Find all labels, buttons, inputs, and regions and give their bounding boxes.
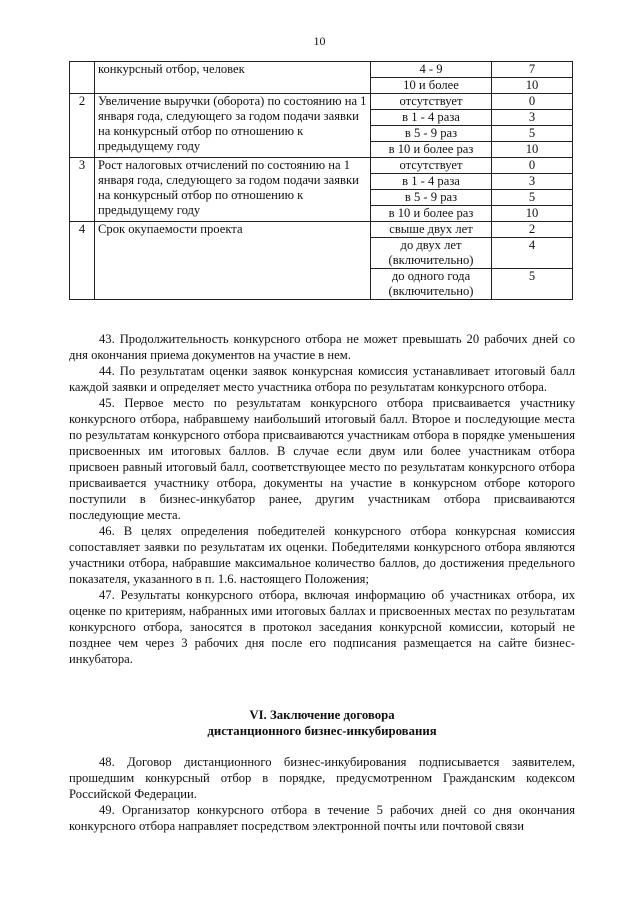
criterion-value: в 5 - 9 раз <box>371 126 492 142</box>
criterion-value: в 10 и более раз <box>371 206 492 222</box>
criterion-value: до одного года (включительно) <box>371 269 492 300</box>
criterion-points: 2 <box>492 222 573 238</box>
section-title-line2: дистанционного бизнес-инкубирования <box>207 724 437 738</box>
criterion-points: 0 <box>492 158 573 174</box>
section-heading <box>69 707 575 739</box>
paragraph-44: 44. По результатам оценки заявок конкурсная комиссия устанавливает итоговый балл каждой заявки и определяет место участника отбора по результатам конкурсного отбора. <box>69 364 575 394</box>
criterion-name: Рост налоговых отчислений по состоянию на 1 января года, следующего за годом подачи заявки на конкурсный отбор по отношению к предыдущему году <box>95 158 371 222</box>
criterion-points: 10 <box>492 78 573 94</box>
criterion-points: 0 <box>492 94 573 110</box>
criterion-value: в 5 - 9 раз <box>371 190 492 206</box>
table-row <box>70 222 573 238</box>
row-number: 2 <box>70 94 95 158</box>
criteria-table <box>69 61 573 300</box>
criterion-value: в 10 и более раз <box>371 142 492 158</box>
criterion-value: отсутствует <box>371 158 492 174</box>
paragraph-48: 48. Договор дистанционного бизнес-инкубирования подписывается заявителем, прошедшим конкурсный отбор в порядке, предусмотренном Гражданским кодексом Российской Федерации. <box>69 755 575 801</box>
paragraph-47: 47. Результаты конкурсного отбора, включая информацию об участниках отбора, их оценке по критериям, набранных ими итоговых баллах и присвоенных местах по результатам конкурсного отбора, заносятся в протокол заседания конкурсной комиссии, который не позднее чем через 3 рабочих дня после его подписания размещается на сайте бизнес-инкубатора. <box>69 588 575 666</box>
criterion-value: 10 и более <box>371 78 492 94</box>
section-body-text <box>69 754 575 834</box>
criterion-name: Срок окупаемости проекта <box>95 222 371 300</box>
paragraph-45: 45. Первое место по результатам конкурсного отбора присваивается участнику конкурсного отбора, набравшему наибольший итоговый балл. Второе и последующие места по результатам конкурсного отбора присваиваются участникам отбора в порядке уменьшения присвоенных им итоговых баллов. В случае если двум или более участникам отбора присвоен равный итоговый балл, соответствующее место по результатам конкурсного отбора присваивается участнику отбора, документы на участие в конкурсном отборе которого поступили в бизнес-инкубатор ранее, другим участникам отбора присваиваются последующие места. <box>69 396 575 522</box>
criterion-points: 3 <box>492 174 573 190</box>
criterion-points: 4 <box>492 238 573 269</box>
row-number: 4 <box>70 222 95 300</box>
criterion-value: в 1 - 4 раза <box>371 110 492 126</box>
section-title-line1: VI. Заключение договора <box>249 708 395 722</box>
paragraph-49: 49. Организатор конкурсного отбора в течение 5 рабочих дней со дня окончания конкурсного отбора направляет посредством электронной почты или почтовой связи <box>69 803 575 833</box>
criterion-points: 5 <box>492 269 573 300</box>
criterion-value: свыше двух лет <box>371 222 492 238</box>
row-number <box>70 62 95 94</box>
page-number: 10 <box>313 34 326 48</box>
row-number: 3 <box>70 158 95 222</box>
paragraph-43: 43. Продолжительность конкурсного отбора не может превышать 20 рабочих дней со дня окончания приема документов на участие в нем. <box>69 332 575 362</box>
criterion-points: 5 <box>492 190 573 206</box>
criterion-points: 3 <box>492 110 573 126</box>
table-row <box>70 94 573 110</box>
table-row <box>70 62 573 78</box>
criterion-value: 4 - 9 <box>371 62 492 78</box>
criterion-points: 10 <box>492 206 573 222</box>
criterion-points: 5 <box>492 126 573 142</box>
criterion-value: в 1 - 4 раза <box>371 174 492 190</box>
table-row <box>70 158 573 174</box>
criterion-name: конкурсный отбор, человек <box>95 62 371 94</box>
body-text <box>69 331 575 667</box>
criterion-name: Увеличение выручки (оборота) по состоянию на 1 января года, следующего за годом подачи заявки на конкурсный отбор по отношению к предыдущему году <box>95 94 371 158</box>
criterion-points: 10 <box>492 142 573 158</box>
paragraph-46: 46. В целях определения победителей конкурсного отбора конкурсная комиссия сопоставляет заявки по результатам их оценки. Победителями конкурсного отбора являются участники отбора, набравшие максимальное количество баллов, до достижения предельного показателя, указанного в п. 1.6. настоящего Положения; <box>69 524 575 586</box>
criterion-value: до двух лет (включительно) <box>371 238 492 269</box>
criterion-points: 7 <box>492 62 573 78</box>
criterion-value: отсутствует <box>371 94 492 110</box>
